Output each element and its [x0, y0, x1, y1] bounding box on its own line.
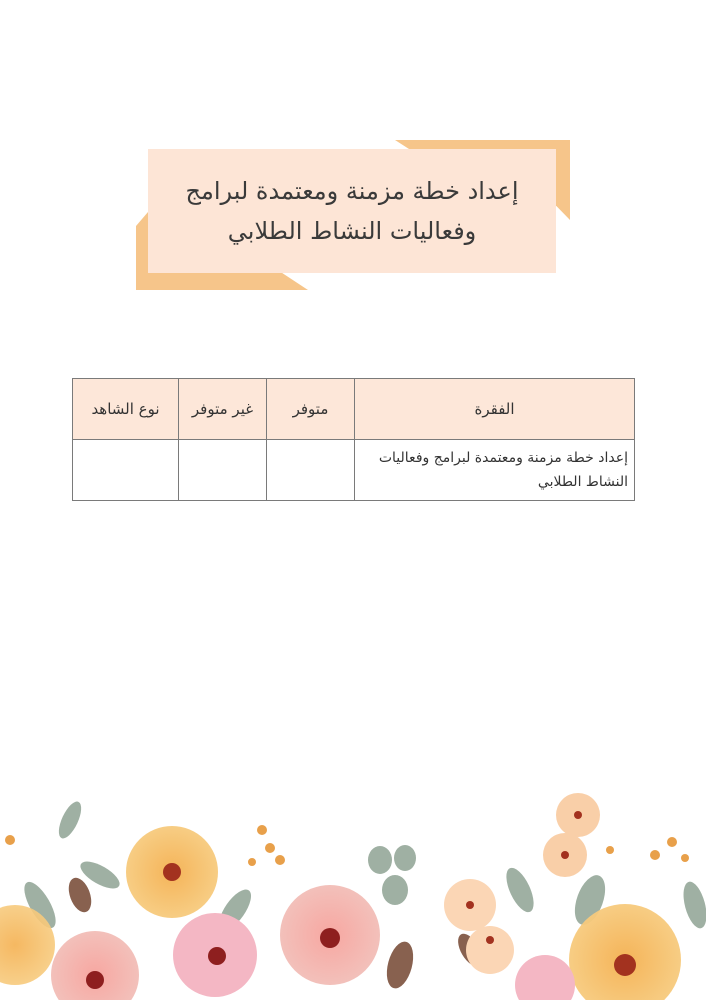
- page-title-line-2: وفعاليات النشاط الطلابي: [227, 217, 477, 245]
- column-header-unavailable: غير متوفر: [179, 379, 267, 440]
- pink-flower: [173, 913, 257, 997]
- pink-flower: [515, 955, 575, 1000]
- cell-available[interactable]: [267, 440, 355, 501]
- table-row: [73, 440, 635, 501]
- cell-item: إعداد خطة مزمنة ومعتمدة لبرامج وفعاليات النشاط الطلابي: [355, 440, 635, 501]
- frame-corner-bottom-left-vertical: [136, 212, 148, 290]
- cell-unavailable[interactable]: [179, 440, 267, 501]
- pink-flower: [280, 885, 380, 985]
- pink-flower: [51, 931, 139, 1000]
- column-header-available: متوفر: [267, 379, 355, 440]
- yellow-flower: [126, 826, 218, 918]
- floral-border-decoration: [0, 780, 706, 1000]
- cell-evidence[interactable]: [73, 440, 179, 501]
- frame-corner-top-right: [395, 140, 570, 149]
- title-box: [148, 149, 556, 273]
- criteria-table: [72, 378, 635, 501]
- frame-corner-bottom-left: [136, 273, 308, 290]
- frame-corner-top-right-vertical: [556, 140, 570, 220]
- column-header-item: الفقرة: [355, 379, 635, 440]
- title-banner: [136, 140, 570, 290]
- column-header-evidence: نوع الشاهد: [73, 379, 179, 440]
- table-header-row: [73, 379, 635, 440]
- page-title-line-1: إعداد خطة مزمنة ومعتمدة لبرامج: [185, 177, 519, 205]
